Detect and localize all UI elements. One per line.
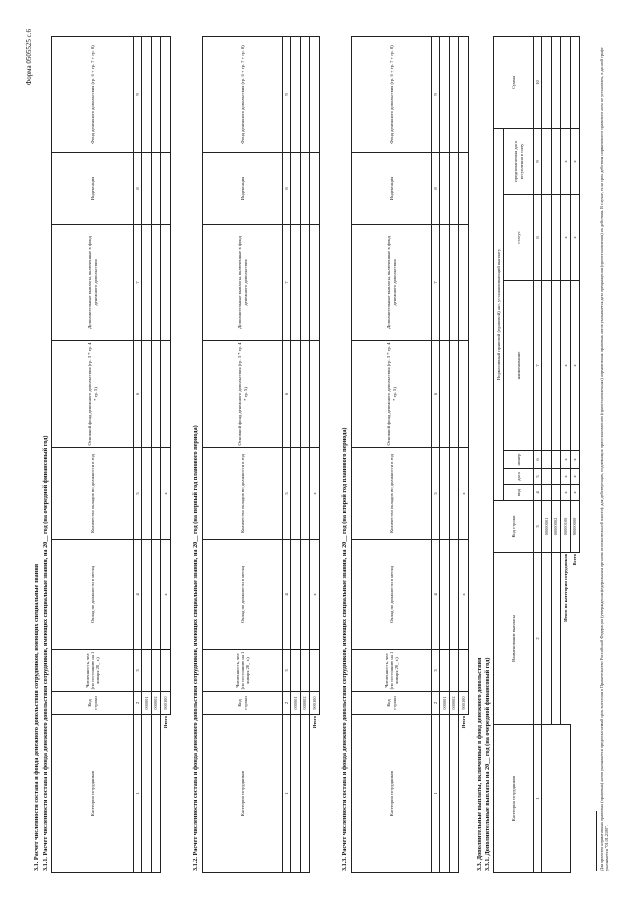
header-act-name: наименование <box>504 280 534 450</box>
col-num: 7 <box>534 280 542 450</box>
x-mark: x <box>570 194 580 280</box>
col-num: 6 <box>534 450 542 468</box>
total-fund-cell[interactable] <box>459 36 469 152</box>
salary-cell[interactable] <box>300 539 310 649</box>
table-3-1-2 <box>202 36 320 873</box>
x-mark: x <box>459 539 469 649</box>
x-mark: x <box>459 447 469 539</box>
header-category: Категория сотрудников <box>203 714 283 872</box>
section-3-1-2-title: 3.1.2. Расчет численности состава и фонда денежного довольствия сотрудников, имеющих специальные звания, на 20__ год (на первый год планового периода) <box>192 424 199 871</box>
extra-cell[interactable] <box>142 224 152 340</box>
col-num: 9 <box>534 128 542 194</box>
payment-cell[interactable] <box>542 552 552 724</box>
table-row <box>542 36 552 872</box>
category-cell[interactable] <box>300 714 310 872</box>
date-cell[interactable] <box>542 468 552 484</box>
total-fund-cell[interactable] <box>310 36 320 152</box>
number-cell[interactable] <box>542 450 552 468</box>
header-salaries-year: Количество окладов по должности в год <box>203 447 283 539</box>
total-row <box>459 36 469 872</box>
header-code: Код строки <box>203 691 283 714</box>
col-num: 6 <box>134 340 142 447</box>
count-cell[interactable] <box>142 649 152 691</box>
x-mark: x <box>561 194 571 280</box>
salary-cell[interactable] <box>449 539 459 649</box>
x-mark: x <box>570 128 580 194</box>
count-cell[interactable] <box>440 649 450 691</box>
header-act-status: статус <box>504 194 534 280</box>
sum-cell[interactable] <box>542 36 552 128</box>
form-label: Форма 0505525 с.6 <box>25 28 33 85</box>
col-num: 5 <box>134 447 142 539</box>
header-salaries-year: Количество окладов по должности в год <box>352 447 432 539</box>
count-cell[interactable] <box>151 649 161 691</box>
col-num: 1 <box>432 714 440 872</box>
index-cell[interactable] <box>440 152 450 224</box>
col-num: 7 <box>134 224 142 340</box>
base-fund-cell[interactable] <box>142 340 152 447</box>
col-num: 10 <box>534 36 542 128</box>
x-mark: x <box>161 447 171 539</box>
header-salaries-year: Количество окладов по должности в год <box>52 447 134 539</box>
header-indexation: Индексация <box>203 152 283 224</box>
total-fund-cell[interactable] <box>161 36 171 152</box>
table-row <box>142 36 152 872</box>
header-payment-name: Наименование выплаты <box>494 552 534 724</box>
header-count: Численность, чел (по состоянию на 1 января 20_ г.) <box>352 649 432 691</box>
table-3-1-1 <box>51 36 171 873</box>
header-extra-payments: Дополнительные выплаты, включенные в фонд денежного довольствия <box>352 224 432 340</box>
salary-cell[interactable] <box>142 539 152 649</box>
header-entry-date: предполагаемая дата вступления в силу <box>504 128 534 194</box>
col-num: 5 <box>534 468 542 484</box>
salary-cell[interactable] <box>440 539 450 649</box>
header-count: Численность, чел (по состоянию на 1 января 20_ г.) <box>203 649 283 691</box>
x-mark: x <box>570 484 580 500</box>
total-extra-cell[interactable] <box>161 224 171 340</box>
col-num: 6 <box>283 340 291 447</box>
x-mark: x <box>161 539 171 649</box>
payment-cell[interactable] <box>551 552 561 724</box>
category-cell[interactable] <box>291 714 301 872</box>
col-num: 3 <box>432 649 440 691</box>
x-mark: x <box>561 280 571 450</box>
total-index-cell[interactable] <box>161 152 171 224</box>
grand-total-code: 90000000 <box>570 500 580 552</box>
header-category: Категория сотрудников <box>52 714 134 872</box>
col-num: 4 <box>283 539 291 649</box>
entry-date-cell[interactable] <box>551 128 561 194</box>
base-fund-cell[interactable] <box>440 340 450 447</box>
base-fund-cell[interactable] <box>151 340 161 447</box>
name-cell[interactable] <box>551 280 561 450</box>
col-num: 8 <box>432 152 440 224</box>
header-code: Код строки <box>494 500 534 552</box>
x-mark: x <box>561 484 571 500</box>
header-normative-act: Нормативный правовой (правовой) акт, устанавливающий выплату <box>494 128 504 500</box>
x-mark: x <box>561 468 571 484</box>
fund-cell[interactable] <box>449 36 459 152</box>
header-fund: Фонд денежного довольствия (гр. 6 + гр. 7 + гр. 8) <box>203 36 283 152</box>
category-cell[interactable] <box>440 714 450 872</box>
total-extra-cell[interactable] <box>310 224 320 340</box>
col-num: 3 <box>534 500 542 552</box>
col-num: 1 <box>283 714 291 872</box>
table-row <box>291 36 301 872</box>
sum-cell[interactable] <box>551 36 561 128</box>
row-code: 000001 <box>291 691 301 714</box>
type-cell[interactable] <box>542 484 552 500</box>
count-cell[interactable] <box>449 649 459 691</box>
salary-cell[interactable] <box>151 539 161 649</box>
table-row <box>151 36 161 872</box>
fund-cell[interactable] <box>151 36 161 152</box>
salaries-cell[interactable] <box>291 447 301 539</box>
total-base-cell[interactable] <box>161 340 171 447</box>
category-total-label: Итого по категории сотрудников <box>562 553 568 622</box>
category-cell[interactable] <box>542 724 571 872</box>
total-extra-cell[interactable] <box>459 224 469 340</box>
total-code: 900100 <box>459 691 469 714</box>
col-num: 9 <box>134 36 142 152</box>
header-count: Численность, чел (по состоянию на 1 января 20_ г.) <box>52 649 134 691</box>
salaries-cell[interactable] <box>142 447 152 539</box>
row-code: 000002 <box>300 691 310 714</box>
col-num: 6 <box>432 340 440 447</box>
header-act-number: номер <box>504 450 534 468</box>
total-row <box>161 36 171 872</box>
footnote: Для проектов нормативных правовых (правовых) актов указывается предполагаемый срок внесения в Правительство Российской Федерации (утверждения федеральным органом исполнительной власти); для действующих, подлежащих приостановлению (приостановленных) нормативных правовых актов указывается дата прекращения (приостановления) их действия. В случае, если срок действия нормативного правового акта не установлен, в данной графе указывается "01.01.2100". <box>599 47 610 871</box>
header-category: Категория сотрудников <box>494 724 534 872</box>
header-code: Код строки <box>52 691 134 714</box>
header-act-type: вид <box>504 484 534 500</box>
col-num: 9 <box>432 36 440 152</box>
index-cell[interactable] <box>449 152 459 224</box>
section-3-1-title: 3.1. Расчет численности состава и фонда денежного довольствия сотрудников, имеющих специальные звания <box>33 563 40 871</box>
type-cell[interactable] <box>551 484 561 500</box>
col-num: 4 <box>534 484 542 500</box>
header-salary: Оклад по должности в месяц <box>203 539 283 649</box>
col-num: 9 <box>283 36 291 152</box>
header-extra-payments: Дополнительные выплаты, включенные в фонд денежного довольствия <box>203 224 283 340</box>
header-base-fund: Основной фонд денежного довольствия (гр. 3 * гр. 4 * гр. 5) <box>52 340 134 447</box>
row-code: 000002 <box>449 691 459 714</box>
col-num: 8 <box>134 152 142 224</box>
col-num: 4 <box>432 539 440 649</box>
col-num: 3 <box>134 649 142 691</box>
form-stage <box>20 23 620 883</box>
col-num: 8 <box>534 194 542 280</box>
extra-cell[interactable] <box>291 224 301 340</box>
header-fund: Фонд денежного довольствия (гр. 6 + гр. 7 + гр. 8) <box>352 36 432 152</box>
section-3-3-title: 3.3. Дополнительные выплаты, включенные в фонд денежного довольствия <box>476 657 483 871</box>
row-code: 000002 <box>151 691 161 714</box>
footnote-divider <box>596 811 597 871</box>
number-cell[interactable] <box>551 450 561 468</box>
date-cell[interactable] <box>551 468 561 484</box>
status-cell[interactable] <box>551 194 561 280</box>
col-num: 1 <box>534 724 542 872</box>
salary-cell[interactable] <box>291 539 301 649</box>
total-label: Итого <box>311 715 317 728</box>
total-count-cell[interactable] <box>161 649 171 691</box>
total-row <box>310 36 320 872</box>
total-index-cell[interactable] <box>459 152 469 224</box>
fund-cell[interactable] <box>440 36 450 152</box>
name-cell[interactable] <box>542 280 552 450</box>
total-code: 900100 <box>310 691 320 714</box>
extra-cell[interactable] <box>440 224 450 340</box>
category-cell[interactable] <box>151 714 161 872</box>
col-num: 2 <box>283 691 291 714</box>
header-indexation: Индексация <box>352 152 432 224</box>
base-fund-cell[interactable] <box>291 340 301 447</box>
salaries-cell[interactable] <box>300 447 310 539</box>
col-num: 2 <box>432 691 440 714</box>
col-num: 5 <box>432 447 440 539</box>
table-row <box>440 36 450 872</box>
table-3-3-1 <box>493 36 580 873</box>
index-cell[interactable] <box>300 152 310 224</box>
index-cell[interactable] <box>151 152 161 224</box>
table-row <box>300 36 310 872</box>
fund-cell[interactable] <box>142 36 152 152</box>
row-code: 000001 <box>142 691 152 714</box>
header-indexation: Индексация <box>52 152 134 224</box>
category-cell[interactable] <box>449 714 459 872</box>
entry-date-cell[interactable] <box>542 128 552 194</box>
col-num: 7 <box>283 224 291 340</box>
col-num: 3 <box>283 649 291 691</box>
row-code: 000001 <box>440 691 450 714</box>
total-index-cell[interactable] <box>310 152 320 224</box>
sum-cell[interactable] <box>570 36 580 128</box>
section-3-1-1-title: 3.1.1. Расчет численности состава и фонда денежного довольствия сотрудников, имеющих специальные звания, на 20__ год (на очередной финансовый год) <box>42 435 49 871</box>
index-cell[interactable] <box>142 152 152 224</box>
x-mark: x <box>561 128 571 194</box>
row-code: 00000001 <box>542 500 552 552</box>
header-base-fund: Основной фонд денежного довольствия (гр. 3 * гр. 4 * гр. 5) <box>352 340 432 447</box>
header-salary: Оклад по должности в месяц <box>352 539 432 649</box>
count-cell[interactable] <box>291 649 301 691</box>
col-num: 2 <box>134 691 142 714</box>
row-code: 00000002 <box>551 500 561 552</box>
salaries-cell[interactable] <box>151 447 161 539</box>
x-mark: x <box>561 450 571 468</box>
col-num: 5 <box>283 447 291 539</box>
header-extra-payments: Дополнительные выплаты, включенные в фонд денежного довольствия <box>52 224 134 340</box>
header-category: Категория сотрудников <box>352 714 432 872</box>
category-cell[interactable] <box>142 714 152 872</box>
total-base-cell[interactable] <box>310 340 320 447</box>
total-count-cell[interactable] <box>310 649 320 691</box>
salaries-cell[interactable] <box>440 447 450 539</box>
fund-cell[interactable] <box>291 36 301 152</box>
header-act-date: дата <box>504 468 534 484</box>
header-salary: Оклад по должности в месяц <box>52 539 134 649</box>
base-fund-cell[interactable] <box>449 340 459 447</box>
col-num: 4 <box>134 539 142 649</box>
total-label: Итого <box>162 715 168 728</box>
sum-cell[interactable] <box>561 36 571 128</box>
section-3-3-1-title: 3.3.1. Дополнительные выплаты на 20__ год (на очередной финансовый год) <box>484 657 491 871</box>
category-total-code: 00000100 <box>561 500 571 552</box>
base-fund-cell[interactable] <box>300 340 310 447</box>
col-num: 8 <box>283 152 291 224</box>
fund-cell[interactable] <box>300 36 310 152</box>
col-num: 2 <box>534 552 542 724</box>
total-base-cell[interactable] <box>459 340 469 447</box>
x-mark: x <box>570 280 580 450</box>
header-code: Код строки <box>352 691 432 714</box>
table-3-1-3 <box>351 36 469 873</box>
table-row <box>449 36 459 872</box>
grand-total-row <box>570 36 580 872</box>
col-num: 7 <box>432 224 440 340</box>
extra-cell[interactable] <box>151 224 161 340</box>
header-base-fund: Основной фонд денежного довольствия (гр. 3 * гр. 4 * гр. 5) <box>203 340 283 447</box>
extra-cell[interactable] <box>300 224 310 340</box>
header-sum: Сумма <box>494 36 534 128</box>
section-3-1-3-title: 3.1.3. Расчет численности состава и фонда денежного довольствия сотрудников, имеющих специальные звания, на 20__ год (на второй год планового периода) <box>341 427 348 871</box>
x-mark: x <box>570 450 580 468</box>
status-cell[interactable] <box>542 194 552 280</box>
total-count-cell[interactable] <box>459 649 469 691</box>
x-mark: x <box>310 447 320 539</box>
salaries-cell[interactable] <box>449 447 459 539</box>
count-cell[interactable] <box>300 649 310 691</box>
extra-cell[interactable] <box>449 224 459 340</box>
grand-total-label: Всего <box>572 553 578 565</box>
header-fund: Фонд денежного довольствия (гр. 6 + гр. 7 + гр. 8) <box>52 36 134 152</box>
x-mark: x <box>570 468 580 484</box>
x-mark: x <box>310 539 320 649</box>
index-cell[interactable] <box>291 152 301 224</box>
total-label: Итого <box>460 715 466 728</box>
col-num: 1 <box>134 714 142 872</box>
total-code: 900100 <box>161 691 171 714</box>
